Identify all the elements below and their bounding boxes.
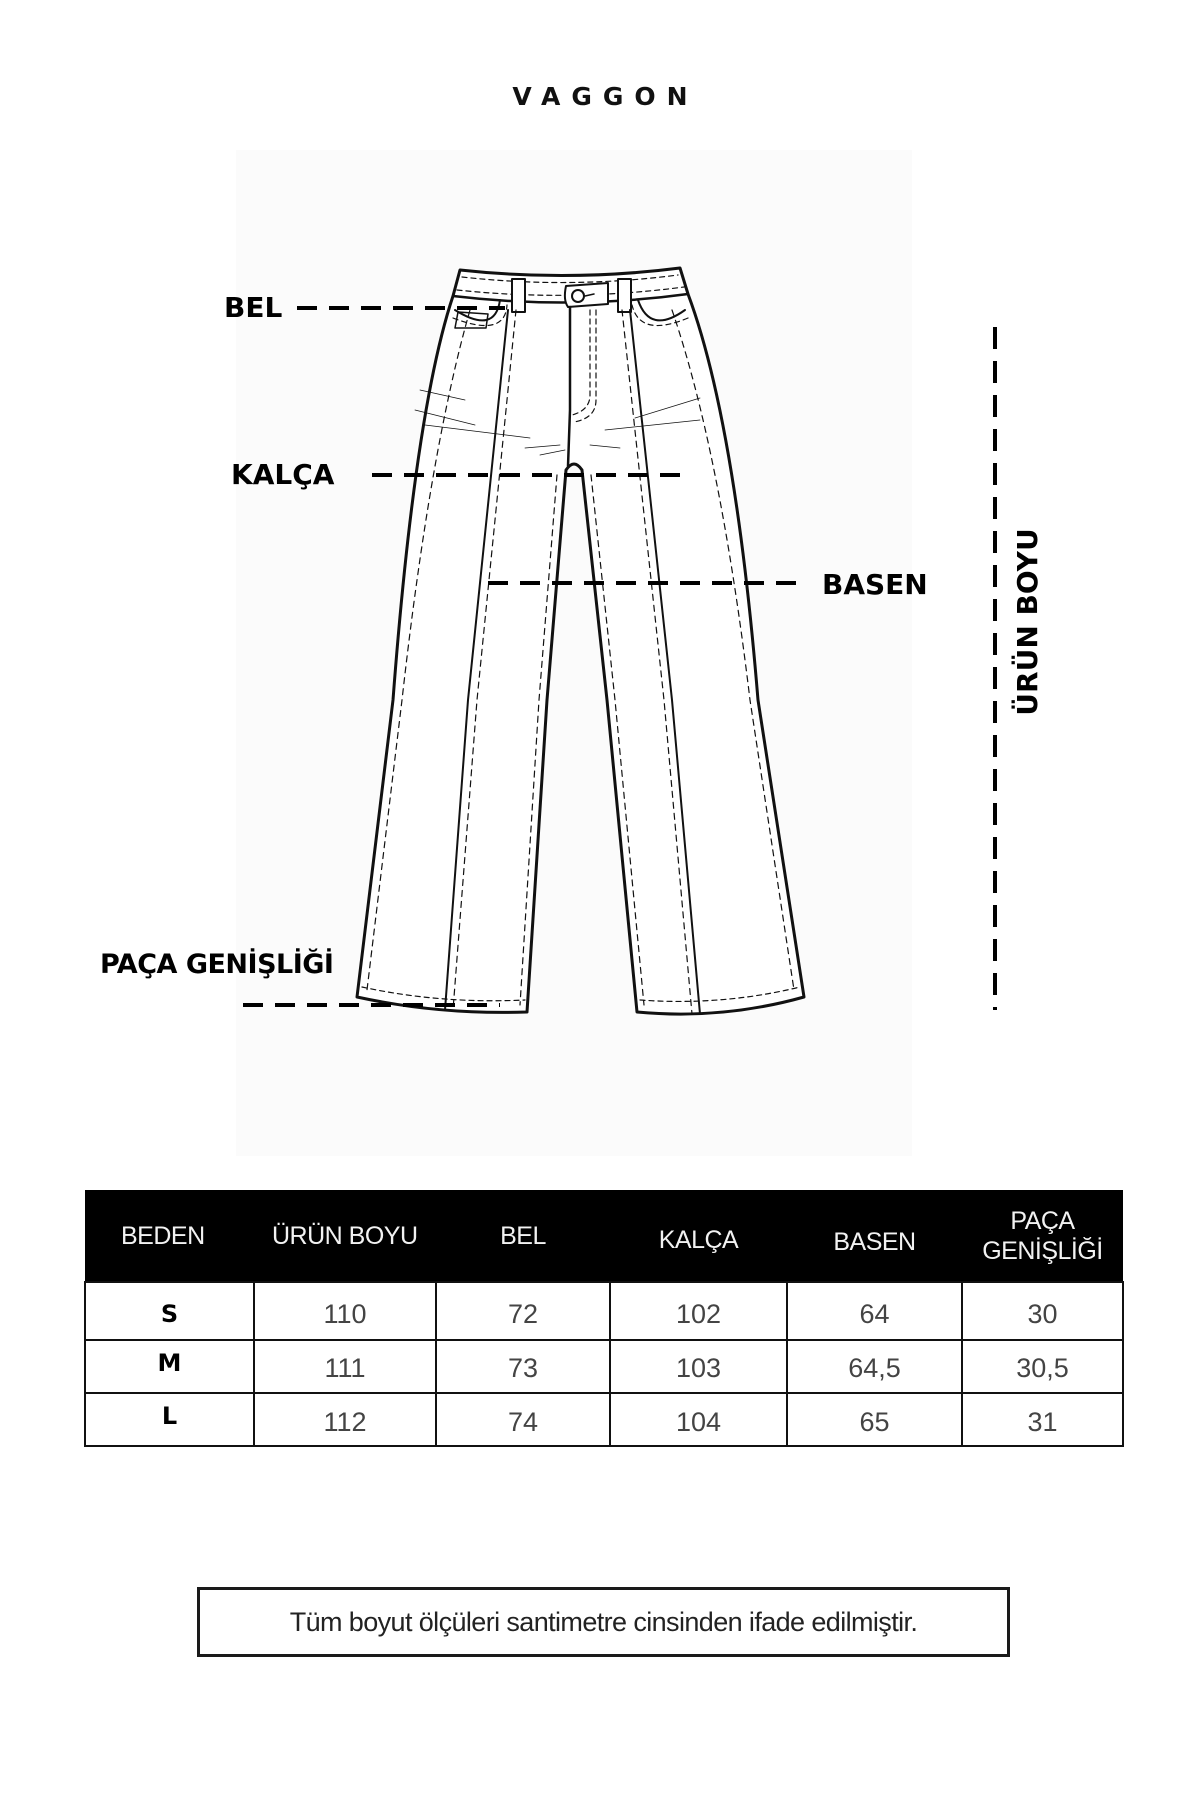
brand-logo: VAGGON (512, 82, 699, 111)
table-header-row (85, 1190, 1123, 1282)
cell-size: M (85, 1340, 254, 1393)
cell-hem: 30 (962, 1282, 1123, 1340)
cell-waist: 73 (436, 1340, 610, 1393)
length-label: ÜRÜN BOYU (1011, 528, 1044, 716)
cell-size: S (85, 1282, 254, 1340)
header-hem-line1: PAÇA (1010, 1206, 1075, 1235)
header-length: ÜRÜN BOYU (254, 1190, 436, 1282)
header-thigh: BASEN (787, 1190, 962, 1282)
thigh-label: BASEN (822, 568, 928, 601)
cell-thigh: 64,5 (787, 1340, 962, 1393)
cell-hip: 102 (610, 1282, 787, 1340)
cell-length: 111 (254, 1340, 436, 1393)
waist-label: BEL (224, 291, 283, 324)
table-row (85, 1340, 1123, 1393)
header-size: BEDEN (85, 1190, 254, 1282)
cell-waist: 72 (436, 1282, 610, 1340)
cell-hem: 31 (962, 1393, 1123, 1446)
size-chart-table (84, 1190, 1124, 1447)
jeans-icon (357, 268, 804, 1014)
hem-width-label: PAÇA GENİŞLİĞİ (100, 949, 334, 980)
cell-waist: 74 (436, 1393, 610, 1446)
units-note (197, 1587, 1010, 1657)
cell-thigh: 65 (787, 1393, 962, 1446)
cell-hem: 30,5 (962, 1340, 1123, 1393)
table-row (85, 1393, 1123, 1446)
cell-size: L (85, 1393, 254, 1446)
cell-hip: 103 (610, 1340, 787, 1393)
hip-label: KALÇA (231, 458, 335, 491)
header-hip: KALÇA (610, 1190, 787, 1282)
cell-length: 112 (254, 1393, 436, 1446)
header-waist: BEL (436, 1190, 610, 1282)
cell-thigh: 64 (787, 1282, 962, 1340)
header-hem-width (962, 1190, 1123, 1282)
header-hem-line2: GENİŞLİĞİ (982, 1236, 1103, 1265)
cell-hip: 104 (610, 1393, 787, 1446)
table-row (85, 1282, 1123, 1340)
units-note-text: Tüm boyut ölçüleri santimetre cinsinden ifade edilmiştir. (289, 1606, 918, 1637)
cell-length: 110 (254, 1282, 436, 1340)
